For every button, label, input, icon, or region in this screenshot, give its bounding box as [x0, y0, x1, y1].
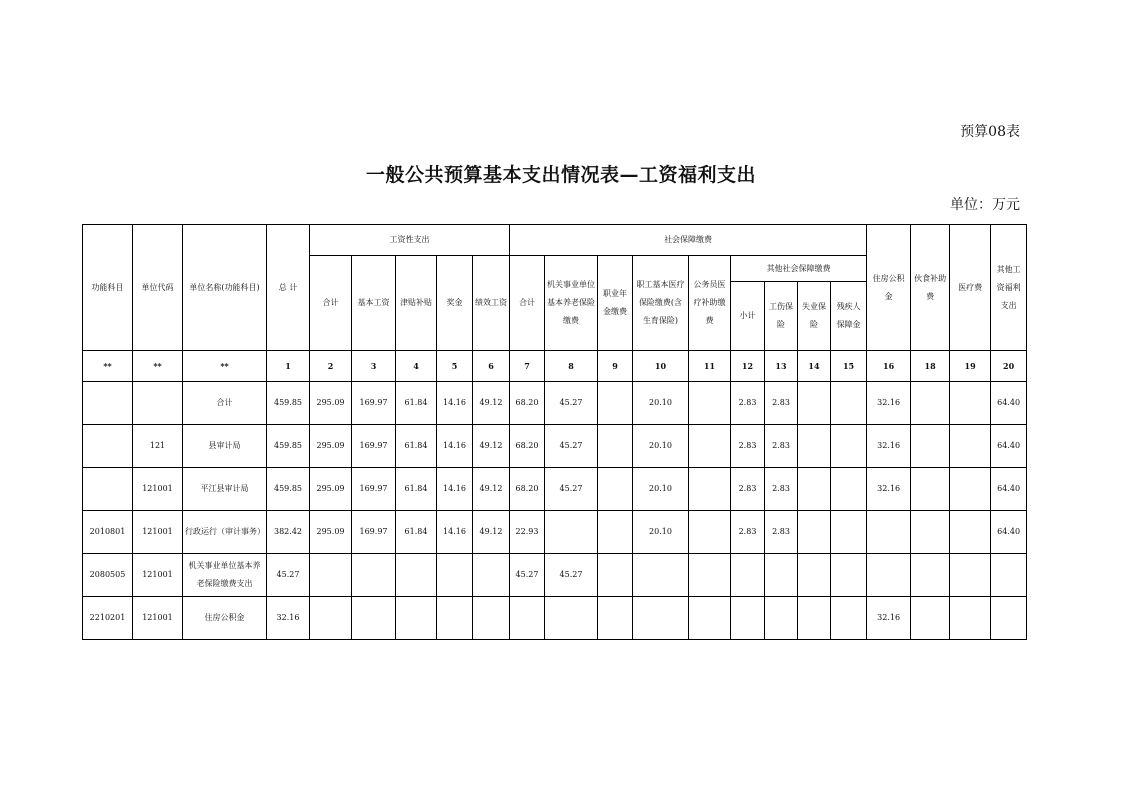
table-cell: 2.83	[731, 382, 765, 425]
table-cell	[545, 511, 598, 554]
table-cell: 县审计局	[183, 425, 267, 468]
table-cell	[765, 597, 798, 640]
table-cell: 32.16	[867, 597, 911, 640]
table-cell: 459.85	[267, 425, 310, 468]
table-cell	[765, 554, 798, 597]
table-cell	[950, 425, 991, 468]
column-index-cell: 11	[689, 351, 731, 382]
table-body	[83, 351, 1027, 640]
table-cell: 295.09	[310, 382, 352, 425]
table-cell: 61.84	[396, 468, 437, 511]
table-cell	[911, 511, 950, 554]
table-cell	[352, 554, 396, 597]
table-cell	[396, 554, 437, 597]
column-index-cell: 18	[911, 351, 950, 382]
column-index-cell: 20	[991, 351, 1027, 382]
table-cell: 2.83	[731, 425, 765, 468]
table-cell	[950, 597, 991, 640]
table-cell	[911, 554, 950, 597]
table-cell: 61.84	[396, 425, 437, 468]
header-social-group: 社会保障缴费	[510, 225, 867, 256]
header-medical-fee: 医疗费	[950, 225, 991, 351]
table-cell: 49.12	[473, 511, 510, 554]
table-cell: 2.83	[765, 511, 798, 554]
table-cell: 64.40	[991, 511, 1027, 554]
table-cell: 32.16	[867, 425, 911, 468]
table-cell	[831, 597, 867, 640]
table-cell	[598, 554, 633, 597]
table-cell	[689, 382, 731, 425]
header-other-welfare: 其他工资福利支出	[991, 225, 1027, 351]
table-cell	[798, 382, 831, 425]
table-cell: 14.16	[437, 382, 473, 425]
table-cell	[598, 425, 633, 468]
header-housing: 住房公积金	[867, 225, 911, 351]
table-cell: 45.27	[545, 554, 598, 597]
header-wage-sum: 合计	[310, 256, 352, 351]
table-cell	[689, 468, 731, 511]
header-meal: 伙食补助费	[911, 225, 950, 351]
table-cell	[396, 597, 437, 640]
header-annuity: 职业年金缴费	[598, 256, 633, 351]
table-cell: 295.09	[310, 511, 352, 554]
table-cell	[867, 554, 911, 597]
table-cell: 169.97	[352, 382, 396, 425]
table-cell: 64.40	[991, 382, 1027, 425]
table-cell	[950, 554, 991, 597]
table-cell: 2.83	[765, 382, 798, 425]
header-func-code: 功能科目	[83, 225, 133, 351]
table-cell	[867, 511, 911, 554]
header-total: 总 计	[267, 225, 310, 351]
table-cell: 14.16	[437, 468, 473, 511]
table-cell	[598, 382, 633, 425]
table-cell: 382.42	[267, 511, 310, 554]
table-cell: 45.27	[267, 554, 310, 597]
table-cell: 32.16	[267, 597, 310, 640]
header-pension: 机关事业单位基本养老保险缴费	[545, 256, 598, 351]
table-cell: 2010801	[83, 511, 133, 554]
table-cell: 64.40	[991, 468, 1027, 511]
table-cell	[731, 554, 765, 597]
table-cell	[689, 511, 731, 554]
table-cell: 45.27	[545, 382, 598, 425]
table-cell	[473, 597, 510, 640]
table-cell	[598, 468, 633, 511]
table-cell	[831, 511, 867, 554]
table-cell: 68.20	[510, 468, 545, 511]
table-row	[83, 425, 1027, 468]
table-cell: 2.83	[731, 511, 765, 554]
table-cell	[950, 382, 991, 425]
table-cell	[133, 382, 183, 425]
table-cell	[798, 425, 831, 468]
table-cell: 121	[133, 425, 183, 468]
table-cell	[798, 554, 831, 597]
table-cell	[911, 382, 950, 425]
table-cell	[831, 425, 867, 468]
header-wage-group: 工资性支出	[310, 225, 510, 256]
table-cell: 121001	[133, 511, 183, 554]
column-index-cell: **	[83, 351, 133, 382]
column-index-cell: 2	[310, 351, 352, 382]
table-cell: 20.10	[633, 382, 689, 425]
table-cell: 169.97	[352, 468, 396, 511]
table-cell	[798, 511, 831, 554]
column-index-cell: 19	[950, 351, 991, 382]
table-cell: 49.12	[473, 425, 510, 468]
header-allowance: 津贴补贴	[396, 256, 437, 351]
table-row	[83, 554, 1027, 597]
table-cell	[510, 597, 545, 640]
header-bonus: 奖金	[437, 256, 473, 351]
table-cell: 459.85	[267, 468, 310, 511]
table-cell	[798, 597, 831, 640]
table-cell: 121001	[133, 554, 183, 597]
table-cell: 68.20	[510, 382, 545, 425]
table-cell	[473, 554, 510, 597]
table-cell	[352, 597, 396, 640]
table-cell	[598, 511, 633, 554]
table-row	[83, 468, 1027, 511]
table-row	[83, 597, 1027, 640]
column-index-cell: 14	[798, 351, 831, 382]
table-cell: 459.85	[267, 382, 310, 425]
header-injury: 工伤保险	[765, 282, 798, 351]
column-index-cell: 4	[396, 351, 437, 382]
header-other-social-group: 其他社会保障缴费	[731, 256, 867, 282]
header-perf-wage: 绩效工资	[473, 256, 510, 351]
column-index-cell: 15	[831, 351, 867, 382]
table-cell	[437, 554, 473, 597]
table-cell	[911, 468, 950, 511]
table-cell: 2.83	[731, 468, 765, 511]
table-cell: 14.16	[437, 511, 473, 554]
table-cell: 2.83	[765, 468, 798, 511]
table-cell	[798, 468, 831, 511]
column-index-cell: 7	[510, 351, 545, 382]
table-row	[83, 382, 1027, 425]
table-cell: 49.12	[473, 382, 510, 425]
table-cell	[950, 468, 991, 511]
table-cell: 169.97	[352, 425, 396, 468]
column-index-cell: 8	[545, 351, 598, 382]
header-unemployment: 失业保险	[798, 282, 831, 351]
column-index-cell: 16	[867, 351, 911, 382]
table-cell	[310, 597, 352, 640]
table-cell: 61.84	[396, 511, 437, 554]
header-unit-name: 单位名称(功能科目)	[183, 225, 267, 351]
header-medical: 职工基本医疗保险缴费(含生育保险)	[633, 256, 689, 351]
table-cell: 32.16	[867, 382, 911, 425]
column-index-row	[83, 351, 1027, 382]
table-cell	[83, 382, 133, 425]
table-header	[83, 225, 1027, 351]
table-cell: 121001	[133, 468, 183, 511]
table-cell: 2210201	[83, 597, 133, 640]
column-index-cell: **	[183, 351, 267, 382]
header-other-sum: 小计	[731, 282, 765, 351]
column-index-cell: 9	[598, 351, 633, 382]
table-cell: 2.83	[765, 425, 798, 468]
table-cell	[831, 468, 867, 511]
header-civil-med: 公务员医疗补助缴费	[689, 256, 731, 351]
table-cell	[633, 597, 689, 640]
table-cell	[598, 597, 633, 640]
table-cell: 295.09	[310, 468, 352, 511]
column-index-cell: 3	[352, 351, 396, 382]
table-cell: 平江县审计局	[183, 468, 267, 511]
table-cell: 2080505	[83, 554, 133, 597]
table-cell	[310, 554, 352, 597]
table-cell	[911, 597, 950, 640]
table-cell	[83, 468, 133, 511]
column-index-cell: **	[133, 351, 183, 382]
table-cell	[831, 382, 867, 425]
table-cell: 20.10	[633, 425, 689, 468]
header-social-sum: 合计	[510, 256, 545, 351]
table-cell: 行政运行（审计事务）	[183, 511, 267, 554]
table-cell	[950, 511, 991, 554]
table-cell: 机关事业单位基本养老保险缴费支出	[183, 554, 267, 597]
table-cell: 64.40	[991, 425, 1027, 468]
table-cell: 合计	[183, 382, 267, 425]
table-cell: 61.84	[396, 382, 437, 425]
table-cell	[911, 425, 950, 468]
form-number: 预算08表	[960, 124, 1020, 140]
table-cell: 49.12	[473, 468, 510, 511]
table-cell	[689, 597, 731, 640]
column-index-cell: 10	[633, 351, 689, 382]
table-cell	[991, 597, 1027, 640]
unit-label: 单位：万元	[950, 197, 1020, 213]
column-index-cell: 5	[437, 351, 473, 382]
table-row	[83, 511, 1027, 554]
table-cell: 14.16	[437, 425, 473, 468]
table-cell: 住房公积金	[183, 597, 267, 640]
table-cell	[545, 597, 598, 640]
column-index-cell: 6	[473, 351, 510, 382]
table-cell: 45.27	[545, 425, 598, 468]
column-index-cell: 13	[765, 351, 798, 382]
expenditure-table	[82, 224, 1027, 640]
table-cell: 68.20	[510, 425, 545, 468]
table-cell	[633, 554, 689, 597]
table-cell: 45.27	[510, 554, 545, 597]
header-unit-code: 单位代码	[133, 225, 183, 351]
table-cell: 32.16	[867, 468, 911, 511]
table-cell	[689, 554, 731, 597]
table-cell: 295.09	[310, 425, 352, 468]
table-cell	[991, 554, 1027, 597]
table-cell	[731, 597, 765, 640]
table-cell	[831, 554, 867, 597]
header-base-wage: 基本工资	[352, 256, 396, 351]
table-cell: 121001	[133, 597, 183, 640]
table-cell	[689, 425, 731, 468]
table-cell: 20.10	[633, 468, 689, 511]
table-cell: 45.27	[545, 468, 598, 511]
table-cell: 169.97	[352, 511, 396, 554]
header-disabled: 残疾人保障金	[831, 282, 867, 351]
table-cell: 20.10	[633, 511, 689, 554]
column-index-cell: 1	[267, 351, 310, 382]
column-index-cell: 12	[731, 351, 765, 382]
table-cell	[83, 425, 133, 468]
page-title: 一般公共预算基本支出情况表—工资福利支出	[365, 164, 756, 186]
table-cell	[437, 597, 473, 640]
table-cell: 22.93	[510, 511, 545, 554]
